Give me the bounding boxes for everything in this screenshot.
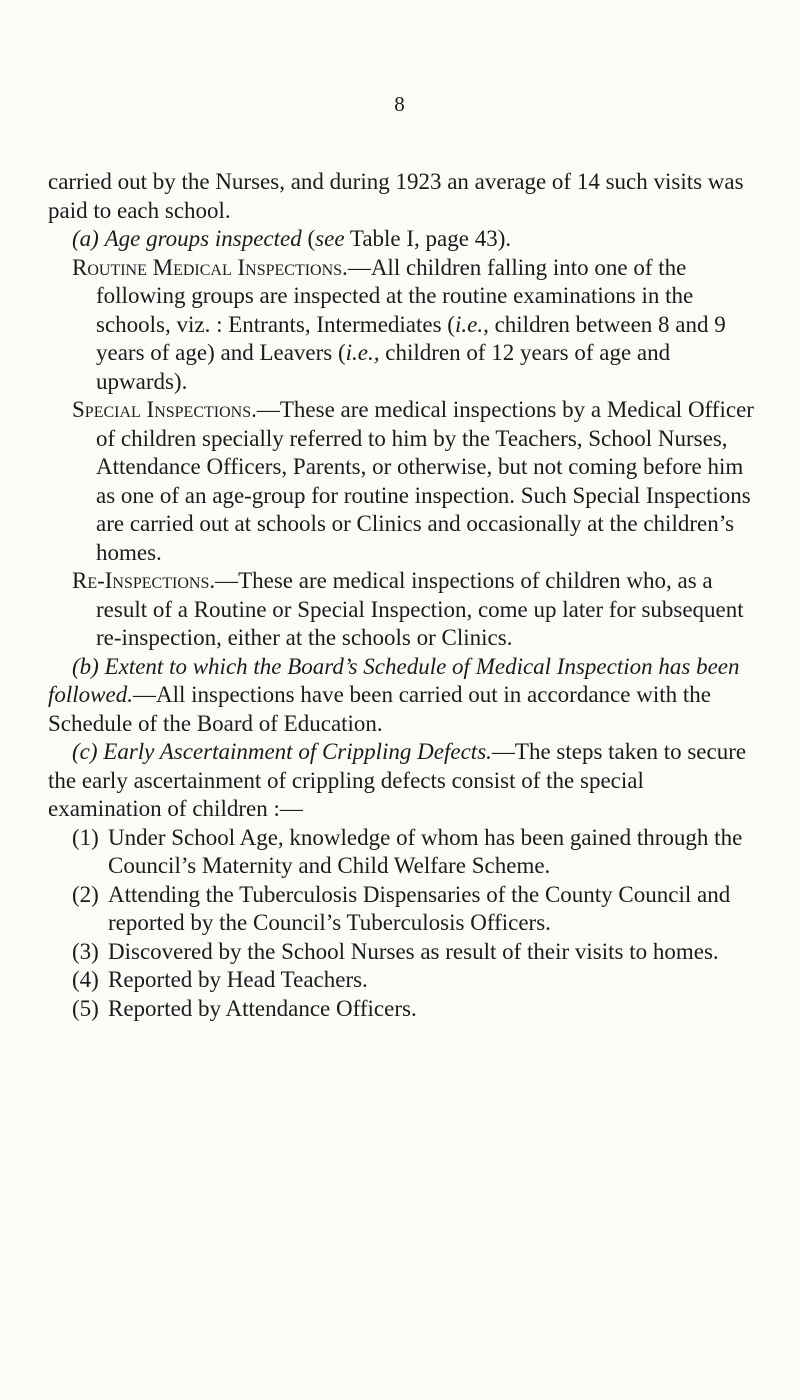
section-a-paren: ( [307,226,316,251]
routine-ie-1: i.e., [454,311,489,337]
step-text: Attending the Tuberculosis Dispensaries of the County Council and reported by the Council’s Tuberculosis Officers. [108,881,731,935]
section-b-marker: (b) [72,653,99,679]
section-b-title: Extent to which the Board’s Schedule of Medical Inspection has been followed. [48,653,740,707]
special-inspections-text: —These are medical inspections by a Medical Officer of children specially referred to him by the Teachers, School Nurses, Attendance Officers, Parents, or otherwise, but not coming before him as one of an age-group for routine inspection. Such Special Inspections are carried out at schools or Clinics and occasionally at the children’s homes. [96,397,754,565]
step-item [48,995,760,1024]
step-number: (5) [72,995,99,1021]
special-inspections-paragraph [48,396,760,567]
page-body [48,168,760,1023]
section-c-title: Early Ascertainment of Crippling Defects. [103,739,492,764]
step-item [48,938,760,967]
step-text: Reported by Head Teachers. [108,967,368,992]
routine-ie-2: i.e., [345,340,380,365]
step-text: Under School Age, knowledge of whom has been gained through the Council’s Maternity and Child Welfare Scheme. [108,824,743,878]
routine-text-3: children of 12 years of age and upwards). [96,340,671,394]
step-item [48,824,760,881]
page-number: 8 [394,92,406,116]
special-inspections-heading: Special Inspections. [72,397,257,422]
routine-text-1: —All children falling into one of the following groups are inspected at the routine examinations in the schools, viz. : Entrants, Intermediates ( [96,254,694,337]
re-inspections-paragraph [48,567,760,653]
section-b-paragraph [48,653,760,739]
section-a-table-ref: Table I, page 43). [349,226,512,251]
step-item [48,881,760,938]
intro-paragraph: carried out by the Nurses, and during 1923 an average of 14 such visits was paid to each school. [48,169,744,223]
routine-text-2: children between 8 and 9 years of age) and Leavers ( [96,311,726,365]
step-number: (3) [72,938,99,964]
step-item [48,966,760,995]
re-inspections-text: —These are medical inspections of children who, as a result of a Routine or Special Inspection, come up later for subsequent re-inspection, either at the schools or Clinics. [96,568,744,650]
section-c-marker: (c) [72,739,98,764]
step-text: Discovered by the School Nurses as result of their visits to homes. [108,938,719,964]
section-a-title: Age groups inspected [104,226,302,251]
section-a-marker: (a) [72,226,99,251]
step-number: (1) [72,824,99,850]
step-number: (2) [72,881,99,907]
re-inspections-heading: Re-Inspections. [72,568,216,593]
step-text: Reported by Attendance Officers. [108,995,417,1021]
section-c-paragraph [48,738,760,824]
section-c-text: —The steps taken to secure the early ascertainment of crippling defects consist of the special examination of children :— [48,739,747,821]
section-a-heading [48,225,760,254]
section-a-see: see [315,226,345,251]
step-number: (4) [72,967,99,992]
routine-inspections-paragraph [48,254,760,397]
routine-inspections-heading: Routine Medical Inspections. [72,254,348,280]
section-b-text: —All inspections have been carried out in accordance with the Schedule of the Board of Education. [48,682,711,736]
